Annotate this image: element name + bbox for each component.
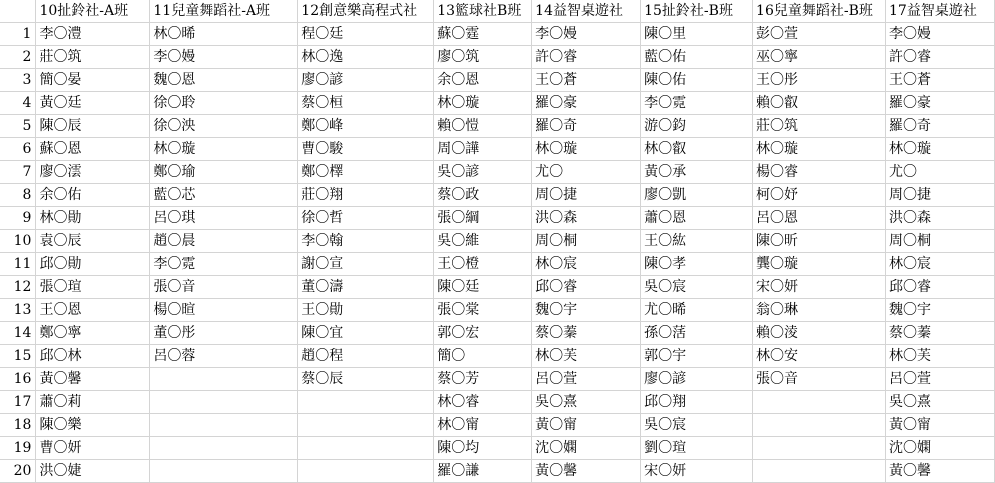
name-cell[interactable]: 翁〇琳 — [753, 299, 886, 322]
name-cell[interactable]: 羅〇豪 — [886, 92, 995, 115]
name-cell[interactable]: 邱〇勛 — [36, 253, 150, 276]
name-cell[interactable]: 陳〇均 — [434, 437, 532, 460]
name-cell[interactable] — [753, 414, 886, 437]
name-cell[interactable]: 巫〇寧 — [753, 46, 886, 69]
name-cell[interactable]: 尤〇 — [886, 161, 995, 184]
name-cell[interactable]: 柯〇妤 — [753, 184, 886, 207]
name-cell[interactable]: 吳〇維 — [434, 230, 532, 253]
name-cell[interactable]: 呂〇蓉 — [150, 345, 298, 368]
name-cell[interactable]: 廖〇筑 — [434, 46, 532, 69]
name-cell[interactable]: 陳〇廷 — [434, 276, 532, 299]
name-cell[interactable]: 沈〇嫻 — [532, 437, 641, 460]
name-cell[interactable]: 黃〇廷 — [36, 92, 150, 115]
name-cell[interactable]: 鄭〇檡 — [298, 161, 434, 184]
name-cell[interactable]: 呂〇琪 — [150, 207, 298, 230]
name-cell[interactable]: 林〇晞 — [150, 23, 298, 46]
name-cell[interactable]: 藍〇佑 — [641, 46, 753, 69]
table-row — [0, 92, 995, 115]
name-cell[interactable]: 周〇捷 — [532, 184, 641, 207]
name-cell[interactable]: 蔡〇桓 — [298, 92, 434, 115]
name-cell[interactable]: 蔡〇政 — [434, 184, 532, 207]
name-cell[interactable]: 張〇綱 — [434, 207, 532, 230]
name-cell[interactable] — [298, 437, 434, 460]
name-cell[interactable]: 袁〇辰 — [36, 230, 150, 253]
name-cell[interactable]: 余〇佑 — [36, 184, 150, 207]
name-cell[interactable]: 魏〇宇 — [886, 299, 995, 322]
name-cell[interactable]: 林〇逸 — [298, 46, 434, 69]
name-cell[interactable]: 李〇嫚 — [886, 23, 995, 46]
name-cell[interactable]: 林〇宸 — [532, 253, 641, 276]
name-cell[interactable] — [298, 414, 434, 437]
name-cell[interactable]: 吳〇宸 — [641, 276, 753, 299]
name-cell[interactable]: 李〇霓 — [150, 253, 298, 276]
name-cell[interactable] — [753, 391, 886, 414]
name-cell[interactable]: 邱〇睿 — [886, 276, 995, 299]
name-cell[interactable]: 賴〇愷 — [434, 115, 532, 138]
name-cell[interactable]: 余〇恩 — [434, 69, 532, 92]
name-cell[interactable]: 林〇璇 — [886, 138, 995, 161]
name-cell[interactable]: 邱〇翔 — [641, 391, 753, 414]
name-cell[interactable]: 尤〇晞 — [641, 299, 753, 322]
row-number-cell[interactable]: 20 — [0, 460, 36, 483]
name-cell[interactable]: 龔〇璇 — [753, 253, 886, 276]
name-cell[interactable]: 邱〇林 — [36, 345, 150, 368]
name-cell[interactable]: 黃〇甯 — [886, 414, 995, 437]
name-cell[interactable]: 程〇廷 — [298, 23, 434, 46]
name-cell[interactable]: 廖〇澐 — [36, 161, 150, 184]
name-cell[interactable]: 莊〇翔 — [298, 184, 434, 207]
column-header-cell[interactable]: 14益智桌遊社 — [532, 0, 641, 23]
header-row — [0, 0, 995, 23]
table-row — [0, 322, 995, 345]
name-cell[interactable]: 許〇睿 — [886, 46, 995, 69]
row-number-cell[interactable]: 9 — [0, 207, 36, 230]
table-row — [0, 69, 995, 92]
row-number-cell[interactable]: 2 — [0, 46, 36, 69]
name-cell[interactable] — [150, 414, 298, 437]
name-cell[interactable]: 林〇璇 — [753, 138, 886, 161]
name-cell[interactable]: 王〇橙 — [434, 253, 532, 276]
name-cell[interactable]: 周〇桐 — [532, 230, 641, 253]
row-number-cell[interactable]: 3 — [0, 69, 36, 92]
name-cell[interactable]: 羅〇豪 — [532, 92, 641, 115]
name-cell[interactable]: 吳〇宸 — [641, 414, 753, 437]
name-cell[interactable]: 林〇宸 — [886, 253, 995, 276]
name-cell[interactable]: 陳〇佑 — [641, 69, 753, 92]
row-number-cell[interactable]: 14 — [0, 322, 36, 345]
table-row — [0, 207, 995, 230]
name-cell[interactable]: 李〇嫚 — [532, 23, 641, 46]
name-cell[interactable]: 宋〇妍 — [753, 276, 886, 299]
table-row — [0, 299, 995, 322]
row-number-cell[interactable]: 11 — [0, 253, 36, 276]
name-cell[interactable]: 陳〇樂 — [36, 414, 150, 437]
name-cell[interactable]: 莊〇筑 — [753, 115, 886, 138]
row-number-cell[interactable]: 5 — [0, 115, 36, 138]
name-cell[interactable]: 林〇甯 — [434, 414, 532, 437]
column-header-cell[interactable]: 15扯鈴社-B班 — [641, 0, 753, 23]
name-cell[interactable]: 鄭〇寧 — [36, 322, 150, 345]
name-cell[interactable]: 謝〇宣 — [298, 253, 434, 276]
table-row — [0, 391, 995, 414]
name-cell[interactable]: 吳〇熹 — [532, 391, 641, 414]
name-cell[interactable]: 林〇睿 — [434, 391, 532, 414]
table-row — [0, 460, 995, 483]
name-cell[interactable]: 吳〇諺 — [434, 161, 532, 184]
row-number-cell[interactable]: 1 — [0, 23, 36, 46]
row-number-cell[interactable]: 15 — [0, 345, 36, 368]
name-cell[interactable]: 鄭〇瑜 — [150, 161, 298, 184]
name-cell[interactable]: 劉〇瑄 — [641, 437, 753, 460]
name-cell[interactable]: 楊〇睿 — [753, 161, 886, 184]
name-cell[interactable]: 陳〇里 — [641, 23, 753, 46]
name-cell[interactable]: 徐〇聆 — [150, 92, 298, 115]
table-row — [0, 414, 995, 437]
name-cell[interactable]: 廖〇凱 — [641, 184, 753, 207]
name-cell[interactable]: 周〇捷 — [886, 184, 995, 207]
name-cell[interactable]: 呂〇萱 — [886, 368, 995, 391]
name-cell[interactable]: 張〇瑄 — [36, 276, 150, 299]
name-cell[interactable]: 蔡〇辰 — [298, 368, 434, 391]
name-cell[interactable]: 羅〇謙 — [434, 460, 532, 483]
name-cell[interactable]: 趙〇程 — [298, 345, 434, 368]
name-cell[interactable]: 羅〇奇 — [532, 115, 641, 138]
row-number-cell[interactable]: 7 — [0, 161, 36, 184]
table-row — [0, 368, 995, 391]
name-cell[interactable]: 廖〇諺 — [298, 69, 434, 92]
table-row — [0, 230, 995, 253]
name-cell[interactable] — [298, 460, 434, 483]
name-cell[interactable]: 周〇桐 — [886, 230, 995, 253]
column-header-cell[interactable]: 11兒童舞蹈社-A班 — [150, 0, 298, 23]
name-cell[interactable]: 趙〇晨 — [150, 230, 298, 253]
table-row — [0, 138, 995, 161]
table-row — [0, 253, 995, 276]
name-cell[interactable]: 李〇翰 — [298, 230, 434, 253]
name-cell[interactable]: 簡〇 — [434, 345, 532, 368]
name-cell[interactable]: 邱〇睿 — [532, 276, 641, 299]
name-cell[interactable]: 洪〇婕 — [36, 460, 150, 483]
name-cell[interactable] — [150, 368, 298, 391]
name-cell[interactable]: 孫〇萿 — [641, 322, 753, 345]
name-cell[interactable]: 郭〇宏 — [434, 322, 532, 345]
name-cell[interactable]: 黃〇馨 — [36, 368, 150, 391]
row-number-cell[interactable]: 18 — [0, 414, 36, 437]
name-cell[interactable]: 莊〇筑 — [36, 46, 150, 69]
column-header-cell[interactable]: 16兒童舞蹈社-B班 — [753, 0, 886, 23]
name-cell[interactable] — [298, 391, 434, 414]
name-cell[interactable] — [753, 437, 886, 460]
name-cell[interactable]: 蔡〇蓁 — [886, 322, 995, 345]
name-cell[interactable]: 王〇勛 — [298, 299, 434, 322]
name-cell[interactable]: 林〇勛 — [36, 207, 150, 230]
table-row — [0, 276, 995, 299]
name-cell[interactable]: 廖〇諺 — [641, 368, 753, 391]
column-header-cell[interactable]: 10扯鈴社-A班 — [36, 0, 150, 23]
name-cell[interactable]: 張〇音 — [150, 276, 298, 299]
column-header-cell[interactable]: 17益智桌遊社 — [886, 0, 995, 23]
name-cell[interactable]: 沈〇嫻 — [886, 437, 995, 460]
name-cell[interactable]: 陳〇孝 — [641, 253, 753, 276]
name-cell[interactable]: 鄭〇峰 — [298, 115, 434, 138]
name-cell[interactable]: 林〇叡 — [641, 138, 753, 161]
name-cell[interactable]: 王〇恩 — [36, 299, 150, 322]
table-row — [0, 437, 995, 460]
name-cell[interactable]: 游〇鈞 — [641, 115, 753, 138]
name-cell[interactable]: 徐〇泱 — [150, 115, 298, 138]
name-cell[interactable]: 呂〇萱 — [532, 368, 641, 391]
name-cell[interactable]: 曹〇駿 — [298, 138, 434, 161]
name-cell[interactable]: 陳〇宜 — [298, 322, 434, 345]
name-cell[interactable]: 蘇〇霆 — [434, 23, 532, 46]
name-cell[interactable] — [753, 460, 886, 483]
name-cell[interactable]: 陳〇昕 — [753, 230, 886, 253]
column-header-cell[interactable]: 12創意樂高程式社 — [298, 0, 434, 23]
row-number-cell[interactable]: 12 — [0, 276, 36, 299]
name-cell[interactable] — [150, 437, 298, 460]
table-row — [0, 161, 995, 184]
name-cell[interactable]: 郭〇宇 — [641, 345, 753, 368]
name-cell[interactable]: 魏〇恩 — [150, 69, 298, 92]
name-cell[interactable]: 尤〇 — [532, 161, 641, 184]
name-cell[interactable]: 張〇音 — [753, 368, 886, 391]
name-cell[interactable]: 許〇睿 — [532, 46, 641, 69]
name-cell[interactable]: 董〇彤 — [150, 322, 298, 345]
name-cell[interactable]: 曹〇妍 — [36, 437, 150, 460]
name-cell[interactable]: 黃〇甯 — [532, 414, 641, 437]
name-cell[interactable]: 蘇〇恩 — [36, 138, 150, 161]
name-cell[interactable]: 林〇芙 — [532, 345, 641, 368]
name-cell[interactable]: 徐〇哲 — [298, 207, 434, 230]
name-cell[interactable]: 魏〇宇 — [532, 299, 641, 322]
name-cell[interactable]: 林〇璇 — [532, 138, 641, 161]
name-cell[interactable]: 洪〇森 — [886, 207, 995, 230]
row-number-cell[interactable]: 4 — [0, 92, 36, 115]
name-cell[interactable]: 楊〇暄 — [150, 299, 298, 322]
name-cell[interactable]: 王〇蒼 — [886, 69, 995, 92]
name-cell[interactable]: 彭〇萱 — [753, 23, 886, 46]
name-cell[interactable]: 呂〇恩 — [753, 207, 886, 230]
name-cell[interactable]: 林〇芙 — [886, 345, 995, 368]
table-row — [0, 345, 995, 368]
name-cell[interactable]: 洪〇森 — [532, 207, 641, 230]
name-cell[interactable]: 蕭〇恩 — [641, 207, 753, 230]
table-row — [0, 46, 995, 69]
name-cell[interactable]: 周〇譁 — [434, 138, 532, 161]
name-cell[interactable]: 賴〇淩 — [753, 322, 886, 345]
name-cell[interactable]: 林〇璇 — [150, 138, 298, 161]
table-row — [0, 115, 995, 138]
name-cell[interactable]: 蔡〇芳 — [434, 368, 532, 391]
row-number-cell[interactable]: 13 — [0, 299, 36, 322]
name-cell[interactable]: 黃〇馨 — [886, 460, 995, 483]
name-cell[interactable]: 王〇彤 — [753, 69, 886, 92]
name-cell[interactable]: 陳〇辰 — [36, 115, 150, 138]
name-cell[interactable]: 王〇蒼 — [532, 69, 641, 92]
name-cell[interactable]: 李〇嫚 — [150, 46, 298, 69]
name-cell[interactable]: 蔡〇蓁 — [532, 322, 641, 345]
name-cell[interactable] — [150, 460, 298, 483]
row-number-cell[interactable]: 6 — [0, 138, 36, 161]
name-cell[interactable] — [150, 391, 298, 414]
name-cell[interactable]: 蕭〇莉 — [36, 391, 150, 414]
name-cell[interactable]: 王〇紘 — [641, 230, 753, 253]
row-number-cell[interactable]: 17 — [0, 391, 36, 414]
table-row — [0, 184, 995, 207]
name-cell[interactable]: 林〇璇 — [434, 92, 532, 115]
row-number-cell[interactable]: 8 — [0, 184, 36, 207]
row-number-cell[interactable]: 19 — [0, 437, 36, 460]
name-cell[interactable]: 吳〇熹 — [886, 391, 995, 414]
column-header-cell[interactable]: 13籃球社B班 — [434, 0, 532, 23]
name-cell[interactable]: 黃〇承 — [641, 161, 753, 184]
name-cell[interactable]: 宋〇妍 — [641, 460, 753, 483]
name-cell[interactable]: 張〇棠 — [434, 299, 532, 322]
name-cell[interactable]: 藍〇芯 — [150, 184, 298, 207]
name-cell[interactable]: 林〇安 — [753, 345, 886, 368]
row-number-cell[interactable]: 10 — [0, 230, 36, 253]
name-cell[interactable]: 李〇霓 — [641, 92, 753, 115]
name-cell[interactable]: 黃〇馨 — [532, 460, 641, 483]
name-cell[interactable]: 董〇濤 — [298, 276, 434, 299]
table-row — [0, 23, 995, 46]
name-cell[interactable]: 簡〇晏 — [36, 69, 150, 92]
row-number-cell[interactable]: 16 — [0, 368, 36, 391]
name-cell[interactable]: 羅〇奇 — [886, 115, 995, 138]
name-cell[interactable]: 李〇澧 — [36, 23, 150, 46]
name-cell[interactable]: 賴〇叡 — [753, 92, 886, 115]
corner-cell[interactable] — [0, 0, 36, 23]
